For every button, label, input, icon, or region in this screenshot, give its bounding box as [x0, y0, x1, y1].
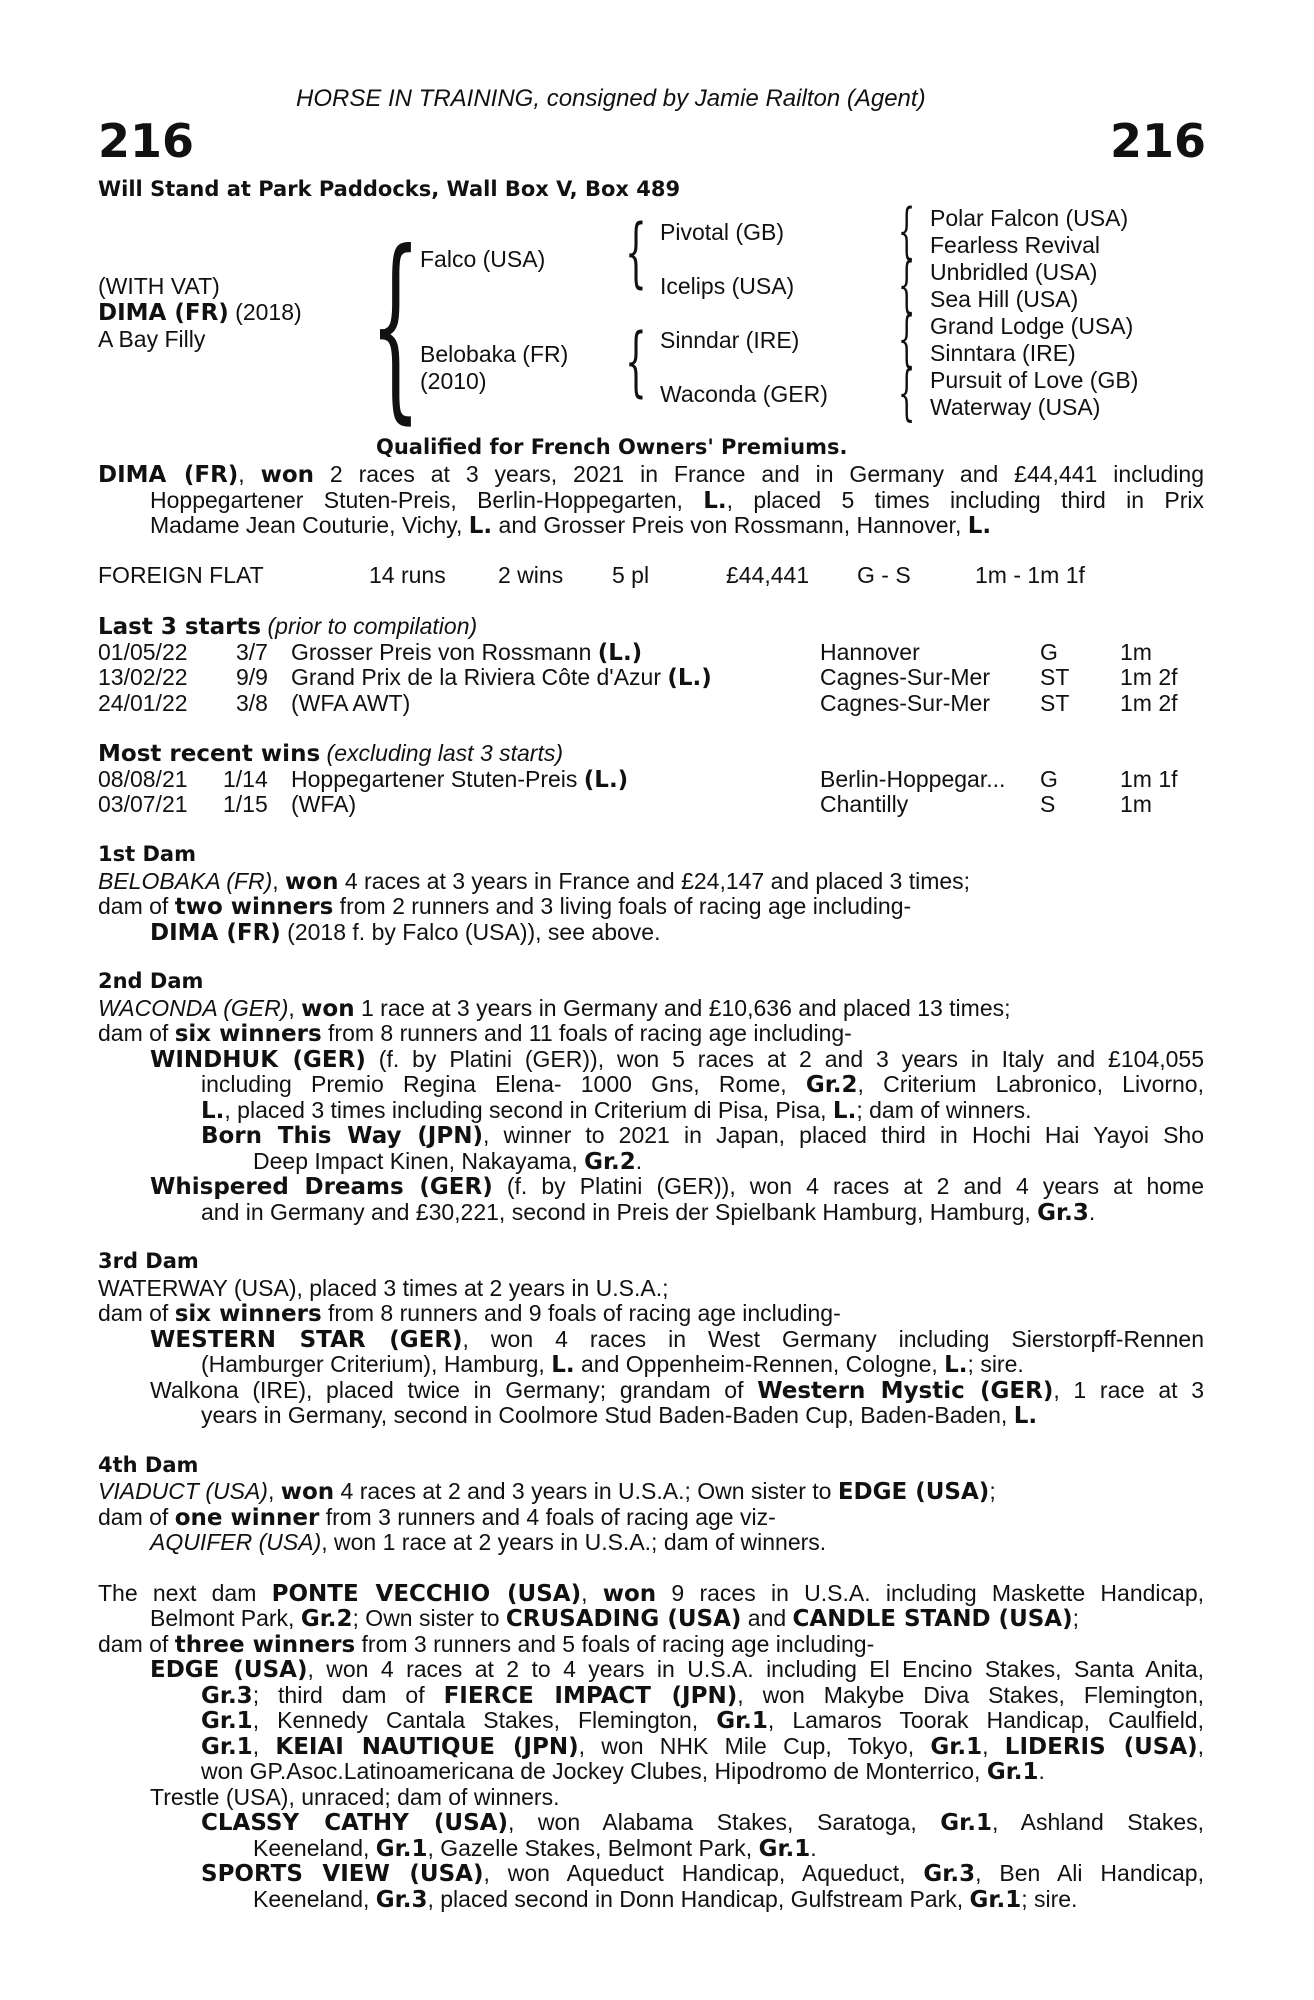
- consignment-line: HORSE IN TRAINING, consigned by Jamie Railton (Agent): [296, 85, 926, 112]
- text-run: ; dam of winners.: [856, 1097, 1032, 1123]
- text-run: (Hamburger Criterium), Hamburg,: [201, 1351, 552, 1377]
- pedigree-brace-1: {: [898, 196, 916, 266]
- text-run: .: [810, 1835, 817, 1861]
- text-run: from 2 runners and 3 living foals of racing age including-: [333, 893, 912, 919]
- pedigree-g2: Fearless Revival: [930, 232, 1100, 258]
- text-run: Born This Way (JPN): [201, 1123, 483, 1149]
- text-run: one winner: [174, 1505, 320, 1531]
- text-run: , Ashland Stakes,: [991, 1809, 1204, 1835]
- dam2-title: 2nd Dam: [98, 969, 204, 993]
- stable-location: Will Stand at Park Paddocks, Wall Box V, Box 489: [98, 177, 681, 201]
- nextdam-line: [98, 1582, 1204, 1606]
- text-run: , placed second in Donn Handicap, Gulfstream Park,: [427, 1886, 970, 1912]
- text-run: BELOBAKA (FR): [98, 868, 273, 894]
- pedigree-brace-main: {: [370, 209, 421, 442]
- text-run: L.: [468, 513, 493, 539]
- vat-status: (WITH VAT): [98, 273, 220, 299]
- nextdam-line: [150, 1607, 1079, 1631]
- summary-line: [98, 463, 1204, 487]
- form-race-name: Grosser Preis von Rossmann: [291, 639, 592, 665]
- dam4-line: [150, 1531, 826, 1554]
- text-run: , Kennedy Cantala Stakes, Flemington,: [252, 1707, 717, 1733]
- dam1-line: [98, 870, 970, 894]
- text-run: ;: [989, 1478, 996, 1504]
- form-distance: 1m 1f: [1120, 766, 1178, 792]
- nextdam-line: [150, 1786, 559, 1809]
- text-run: won GP.Asoc.Latinoamericana de Jockey Clubes, Hipodromo de Monterrico,: [201, 1758, 987, 1784]
- form-course: Hannover: [820, 639, 920, 665]
- form-grade: (L.): [597, 640, 643, 666]
- summary-line: [150, 489, 1204, 513]
- dam3-line: [98, 1277, 669, 1300]
- dam4-title: 4th Dam: [98, 1453, 199, 1477]
- form-course: Cagnes-Sur-Mer: [820, 690, 990, 716]
- dam2-line: [150, 1048, 1204, 1072]
- text-run: CRUSADING (USA): [505, 1606, 742, 1632]
- form-race-name: Hoppegartener Stuten-Preis: [291, 766, 578, 792]
- last3-note: (prior to compilation): [261, 613, 478, 639]
- text-run: WACONDA (GER): [98, 995, 289, 1021]
- text-run: Gr.2: [300, 1606, 353, 1632]
- text-run: , won 1 race at 2 years in U.S.A.; dam of winners.: [321, 1529, 827, 1555]
- text-run: ,: [238, 461, 261, 487]
- text-run: , 1 race at 3: [1053, 1377, 1205, 1403]
- text-run: and in Germany and £30,221, second in Preis der Spielbank Hamburg, Hamburg,: [201, 1199, 1038, 1225]
- text-run: L.: [944, 1352, 968, 1378]
- text-run: Gr.1: [969, 1887, 1022, 1913]
- text-run: six winners: [174, 1021, 322, 1047]
- pedigree-g6: Sinntara (IRE): [930, 340, 1076, 366]
- text-run: 4 races at 2 and 3 years in U.S.A.; Own sister to: [334, 1478, 838, 1504]
- form-distance: 1m: [1120, 639, 1152, 665]
- form-grade: (L.): [583, 767, 629, 793]
- text-run: .: [635, 1148, 643, 1174]
- pedigree-g8: Waterway (USA): [930, 394, 1101, 420]
- text-run: DIMA (FR): [98, 462, 239, 488]
- pedigree-sire-dam: Icelips (USA): [660, 273, 795, 299]
- pedigree-dam-year: (2010): [420, 368, 487, 394]
- form-date: 08/08/21: [98, 766, 188, 792]
- text-run: won: [260, 462, 315, 488]
- text-run: L.: [967, 513, 992, 539]
- nextdam-line: [201, 1760, 1045, 1784]
- text-run: ,: [982, 1733, 1005, 1759]
- record-distance: 1m - 1m 1f: [975, 562, 1085, 588]
- text-run: dam of: [98, 1504, 175, 1530]
- text-run: Gr.2: [584, 1149, 636, 1175]
- text-run: from 3 runners and 4 foals of racing age viz-: [319, 1504, 776, 1530]
- form-course: Chantilly: [820, 791, 909, 817]
- form-distance: 1m 2f: [1120, 690, 1178, 716]
- form-going: G: [1040, 639, 1058, 665]
- record-placed: 5 pl: [612, 562, 650, 588]
- text-run: and Oppenheim-Rennen, Cologne,: [574, 1351, 945, 1377]
- form-going: ST: [1040, 664, 1070, 690]
- form-pos: 9/9: [236, 664, 268, 690]
- text-run: dam of: [98, 1631, 175, 1657]
- text-run: 9 races in U.S.A. including Maskette Handicap,: [656, 1580, 1204, 1606]
- text-run: L.: [551, 1352, 575, 1378]
- text-run: Gr.1: [930, 1734, 983, 1760]
- form-date: 13/02/22: [98, 664, 188, 690]
- form-date: 01/05/22: [98, 639, 188, 665]
- text-run: 2 races at 3 years, 2021 in France and in Germany and £44,441 including: [314, 461, 1204, 487]
- text-run: Gr.1: [940, 1810, 992, 1836]
- last3-heading: [98, 615, 477, 639]
- text-run: L.: [832, 1098, 857, 1124]
- text-run: , won 4 races in West Germany including Sierstorpff-Rennen: [462, 1326, 1205, 1352]
- text-run: , won Aqueduct Handicap, Aqueduct,: [483, 1860, 924, 1886]
- text-run: Gr.3: [923, 1861, 976, 1887]
- nextdam-line: [98, 1633, 874, 1657]
- dam4-line: [98, 1480, 996, 1504]
- form-pos: 3/8: [236, 690, 268, 716]
- nextdam-line: [201, 1862, 1204, 1886]
- pedigree-dam-dam: Waconda (GER): [660, 381, 828, 407]
- text-run: ,: [272, 868, 286, 894]
- text-run: Gr.1: [986, 1759, 1039, 1785]
- text-run: Gr.1: [716, 1708, 768, 1734]
- form-pos: 3/7: [236, 639, 268, 665]
- text-run: ,: [267, 1478, 281, 1504]
- pedigree-g3: Unbridled (USA): [930, 259, 1098, 285]
- text-run: .: [1088, 1199, 1096, 1225]
- pedigree-g4: Sea Hill (USA): [930, 286, 1079, 312]
- text-run: PONTE VECCHIO (USA): [271, 1581, 582, 1607]
- text-run: Gr.1: [201, 1734, 253, 1760]
- text-run: years in Germany, second in Coolmore Stud Baden-Baden Cup, Baden-Baden,: [201, 1402, 1014, 1428]
- horse-description: A Bay Filly: [98, 326, 206, 352]
- dam3-title: 3rd Dam: [98, 1249, 199, 1273]
- lot-number-right: 216: [1109, 114, 1206, 168]
- text-run: Gr.3: [1037, 1200, 1089, 1226]
- text-run: L.: [1013, 1403, 1038, 1429]
- text-run: , won 4 races at 2 to 4 years in U.S.A. including El Encino Stakes, Santa Anita,: [307, 1656, 1205, 1682]
- text-run: The next dam: [98, 1580, 272, 1606]
- nextdam-line: [253, 1837, 817, 1861]
- text-run: .: [1038, 1758, 1045, 1784]
- text-run: CLASSY CATHY (USA): [201, 1810, 508, 1836]
- text-run: EDGE (USA): [150, 1657, 308, 1683]
- form-race: (WFA): [291, 791, 357, 817]
- text-run: Gr.2: [805, 1072, 858, 1098]
- record-going: G - S: [857, 562, 911, 588]
- text-run: 1 race at 3 years in Germany and £10,636 and placed 13 times;: [354, 995, 1011, 1021]
- dam2-line: [201, 1073, 1204, 1097]
- text-run: dam of: [98, 893, 175, 919]
- text-run: ,: [581, 1580, 603, 1606]
- text-run: (f. by Platini (GER)), won 4 races at 2 and 4 years at home: [492, 1173, 1204, 1199]
- text-run: three winners: [174, 1632, 356, 1658]
- dam3-line: [98, 1302, 841, 1326]
- text-run: Hoppegartener Stuten-Preis, Berlin-Hoppegarten,: [150, 487, 704, 513]
- text-run: Madame Jean Couturie, Vichy,: [150, 512, 469, 538]
- nextdam-line: [201, 1709, 1204, 1733]
- pedigree-sire: Falco (USA): [420, 246, 546, 272]
- text-run: Walkona (IRE), placed twice in Germany; grandam of: [150, 1377, 758, 1403]
- dam1-title: 1st Dam: [98, 842, 196, 866]
- text-run: FIERCE IMPACT (JPN): [443, 1683, 738, 1709]
- horse-year: (2018): [228, 299, 302, 325]
- form-going: G: [1040, 766, 1058, 792]
- text-run: ; sire.: [1021, 1886, 1078, 1912]
- text-run: VIADUCT (USA): [98, 1478, 268, 1504]
- text-run: , placed 3 times including second in Criterium di Pisa, Pisa,: [224, 1097, 833, 1123]
- text-run: , Ben Ali Handicap,: [975, 1860, 1204, 1886]
- text-run: EDGE (USA): [837, 1479, 990, 1505]
- text-run: six winners: [174, 1301, 322, 1327]
- pedigree-dam-sire: Sinndar (IRE): [660, 327, 800, 353]
- text-run: Trestle (USA), unraced; dam of winners.: [150, 1784, 560, 1810]
- wins-title: Most recent wins: [98, 741, 321, 767]
- record-runs: 14 runs: [369, 562, 446, 588]
- text-run: , placed 5 times including third in Prix: [726, 487, 1205, 513]
- text-run: , Criterium Labronico, Livorno,: [857, 1071, 1204, 1097]
- text-run: Whispered Dreams (GER): [150, 1174, 493, 1200]
- pedigree-brace-3: {: [898, 304, 916, 374]
- dam3-line: [150, 1379, 1204, 1403]
- dam2-line: [201, 1124, 1204, 1148]
- text-run: ;: [1072, 1605, 1080, 1631]
- premium-note: Qualified for French Owners' Premiums.: [376, 435, 848, 459]
- pedigree-brace-2: {: [898, 250, 916, 320]
- text-run: dam of: [98, 1020, 175, 1046]
- form-course: Berlin-Hoppegar...: [820, 766, 1006, 792]
- horse-name: DIMA (FR): [98, 300, 229, 326]
- text-run: SPORTS VIEW (USA): [201, 1861, 484, 1887]
- text-run: Keeneland,: [253, 1835, 376, 1861]
- text-run: WINDHUK (GER): [150, 1047, 366, 1073]
- text-run: won: [280, 1479, 335, 1505]
- text-run: KEIAI NAUTIQUE (JPN): [275, 1734, 579, 1760]
- dam4-line: [98, 1506, 776, 1530]
- text-run: ,: [288, 995, 302, 1021]
- horse-heading: [98, 301, 302, 325]
- text-run: won: [285, 869, 339, 895]
- text-run: , Lamaros Toorak Handicap, Caulfield,: [767, 1707, 1204, 1733]
- text-run: won: [602, 1581, 657, 1607]
- nextdam-line: [150, 1658, 1204, 1682]
- pedigree-g1: Polar Falcon (USA): [930, 205, 1129, 231]
- dam2-line: [98, 1022, 852, 1046]
- form-date: 24/01/22: [98, 690, 188, 716]
- form-race-name: Grand Prix de la Riviera Côte d'Azur: [291, 664, 661, 690]
- text-run: , won Alabama Stakes, Saratoga,: [507, 1809, 941, 1835]
- form-course: Cagnes-Sur-Mer: [820, 664, 990, 690]
- last3-title: Last 3 starts: [98, 614, 262, 640]
- form-race: (WFA AWT): [291, 690, 411, 716]
- pedigree-g7: Pursuit of Love (GB): [930, 367, 1139, 393]
- pedigree-sire-sire: Pivotal (GB): [660, 219, 784, 245]
- form-pos: 1/15: [223, 791, 268, 817]
- dam2-line: [253, 1150, 642, 1174]
- pedigree-brace-dam: {: [625, 316, 647, 405]
- text-run: ,: [252, 1733, 276, 1759]
- form-distance: 1m: [1120, 791, 1152, 817]
- lot-number-left: 216: [98, 114, 195, 168]
- text-run: ,: [1197, 1733, 1205, 1759]
- form-going: S: [1040, 791, 1056, 817]
- text-run: and: [741, 1605, 793, 1631]
- text-run: Gr.1: [758, 1836, 811, 1862]
- text-run: , won NHK Mile Cup, Tokyo,: [578, 1733, 931, 1759]
- form-race: [291, 666, 712, 690]
- pedigree-brace-4: {: [898, 358, 916, 428]
- text-run: ; sire.: [967, 1351, 1024, 1377]
- dam3-line: [201, 1404, 1037, 1428]
- record-wins: 2 wins: [498, 562, 564, 588]
- text-run: Deep Impact Kinen, Nakayama,: [253, 1148, 585, 1174]
- nextdam-line: [201, 1811, 1204, 1835]
- text-run: from 8 runners and 9 foals of racing age including-: [321, 1300, 841, 1326]
- form-distance: 1m 2f: [1120, 664, 1178, 690]
- text-run: 4 races at 3 years in France and £24,147 and placed 3 times;: [338, 868, 971, 894]
- form-pos: 1/14: [223, 766, 268, 792]
- text-run: dam of: [98, 1300, 175, 1326]
- text-run: Gr.1: [375, 1836, 428, 1862]
- nextdam-line: [201, 1684, 1204, 1708]
- text-run: DIMA (FR): [150, 920, 281, 946]
- text-run: , won Makybe Diva Stakes, Flemington,: [737, 1682, 1204, 1708]
- text-run: (f. by Platini (GER)), won 5 races at 2 and 3 years in Italy and £104,055: [365, 1046, 1204, 1072]
- text-run: CANDLE STAND (USA): [792, 1606, 1073, 1632]
- text-run: L.: [703, 488, 727, 514]
- dam2-line: [150, 1175, 1204, 1199]
- text-run: Keeneland,: [253, 1886, 376, 1912]
- dam2-line: [201, 1099, 1031, 1123]
- pedigree-dam: Belobaka (FR): [420, 341, 569, 367]
- text-run: ; Own sister to: [352, 1605, 506, 1631]
- text-run: LIDERIS (USA): [1004, 1734, 1198, 1760]
- text-run: Gr.3: [375, 1887, 428, 1913]
- dam2-line: [98, 997, 1011, 1021]
- text-run: ; third dam of: [252, 1682, 444, 1708]
- dam1-line: [150, 921, 660, 945]
- dam3-line: [150, 1328, 1204, 1352]
- dam2-line: [201, 1201, 1095, 1225]
- text-run: two winners: [174, 894, 334, 920]
- text-run: from 8 runners and 11 foals of racing age including-: [321, 1020, 852, 1046]
- nextdam-line: [253, 1888, 1077, 1912]
- text-run: , winner to 2021 in Japan, placed third in Hochi Hai Yayoi Sho: [482, 1122, 1205, 1148]
- record-label: FOREIGN FLAT: [98, 562, 264, 588]
- wins-heading: [98, 742, 563, 766]
- dam3-line: [201, 1353, 1024, 1377]
- text-run: WESTERN STAR (GER): [150, 1327, 463, 1353]
- text-run: L.: [201, 1098, 225, 1124]
- text-run: Western Mystic (GER): [757, 1378, 1054, 1404]
- text-run: (2018 f. by Falco (USA)), see above.: [280, 919, 661, 945]
- record-prize: £44,441: [726, 562, 810, 588]
- text-run: Gr.1: [201, 1708, 253, 1734]
- text-run: and Grosser Preis von Rossmann, Hannover,: [492, 512, 968, 538]
- text-run: won: [301, 996, 355, 1022]
- text-run: WATERWAY (USA), placed 3 times at 2 years in U.S.A.;: [98, 1275, 669, 1301]
- form-going: ST: [1040, 690, 1070, 716]
- wins-note: (excluding last 3 starts): [320, 740, 564, 766]
- text-run: including Premio Regina Elena- 1000 Gns, Rome,: [201, 1071, 806, 1097]
- form-race: [291, 768, 628, 792]
- nextdam-line: [201, 1735, 1204, 1759]
- text-run: Gr.3: [201, 1683, 253, 1709]
- text-run: Belmont Park,: [150, 1605, 301, 1631]
- pedigree-brace-sire: {: [625, 207, 647, 296]
- dam1-line: [98, 895, 911, 919]
- text-run: from 3 runners and 5 foals of racing age including-: [355, 1631, 875, 1657]
- form-date: 03/07/21: [98, 791, 188, 817]
- text-run: AQUIFER (USA): [150, 1529, 322, 1555]
- form-race: [291, 641, 642, 665]
- pedigree-g5: Grand Lodge (USA): [930, 313, 1134, 339]
- form-grade: (L.): [667, 665, 712, 691]
- summary-line: [150, 514, 991, 538]
- text-run: , Gazelle Stakes, Belmont Park,: [427, 1835, 759, 1861]
